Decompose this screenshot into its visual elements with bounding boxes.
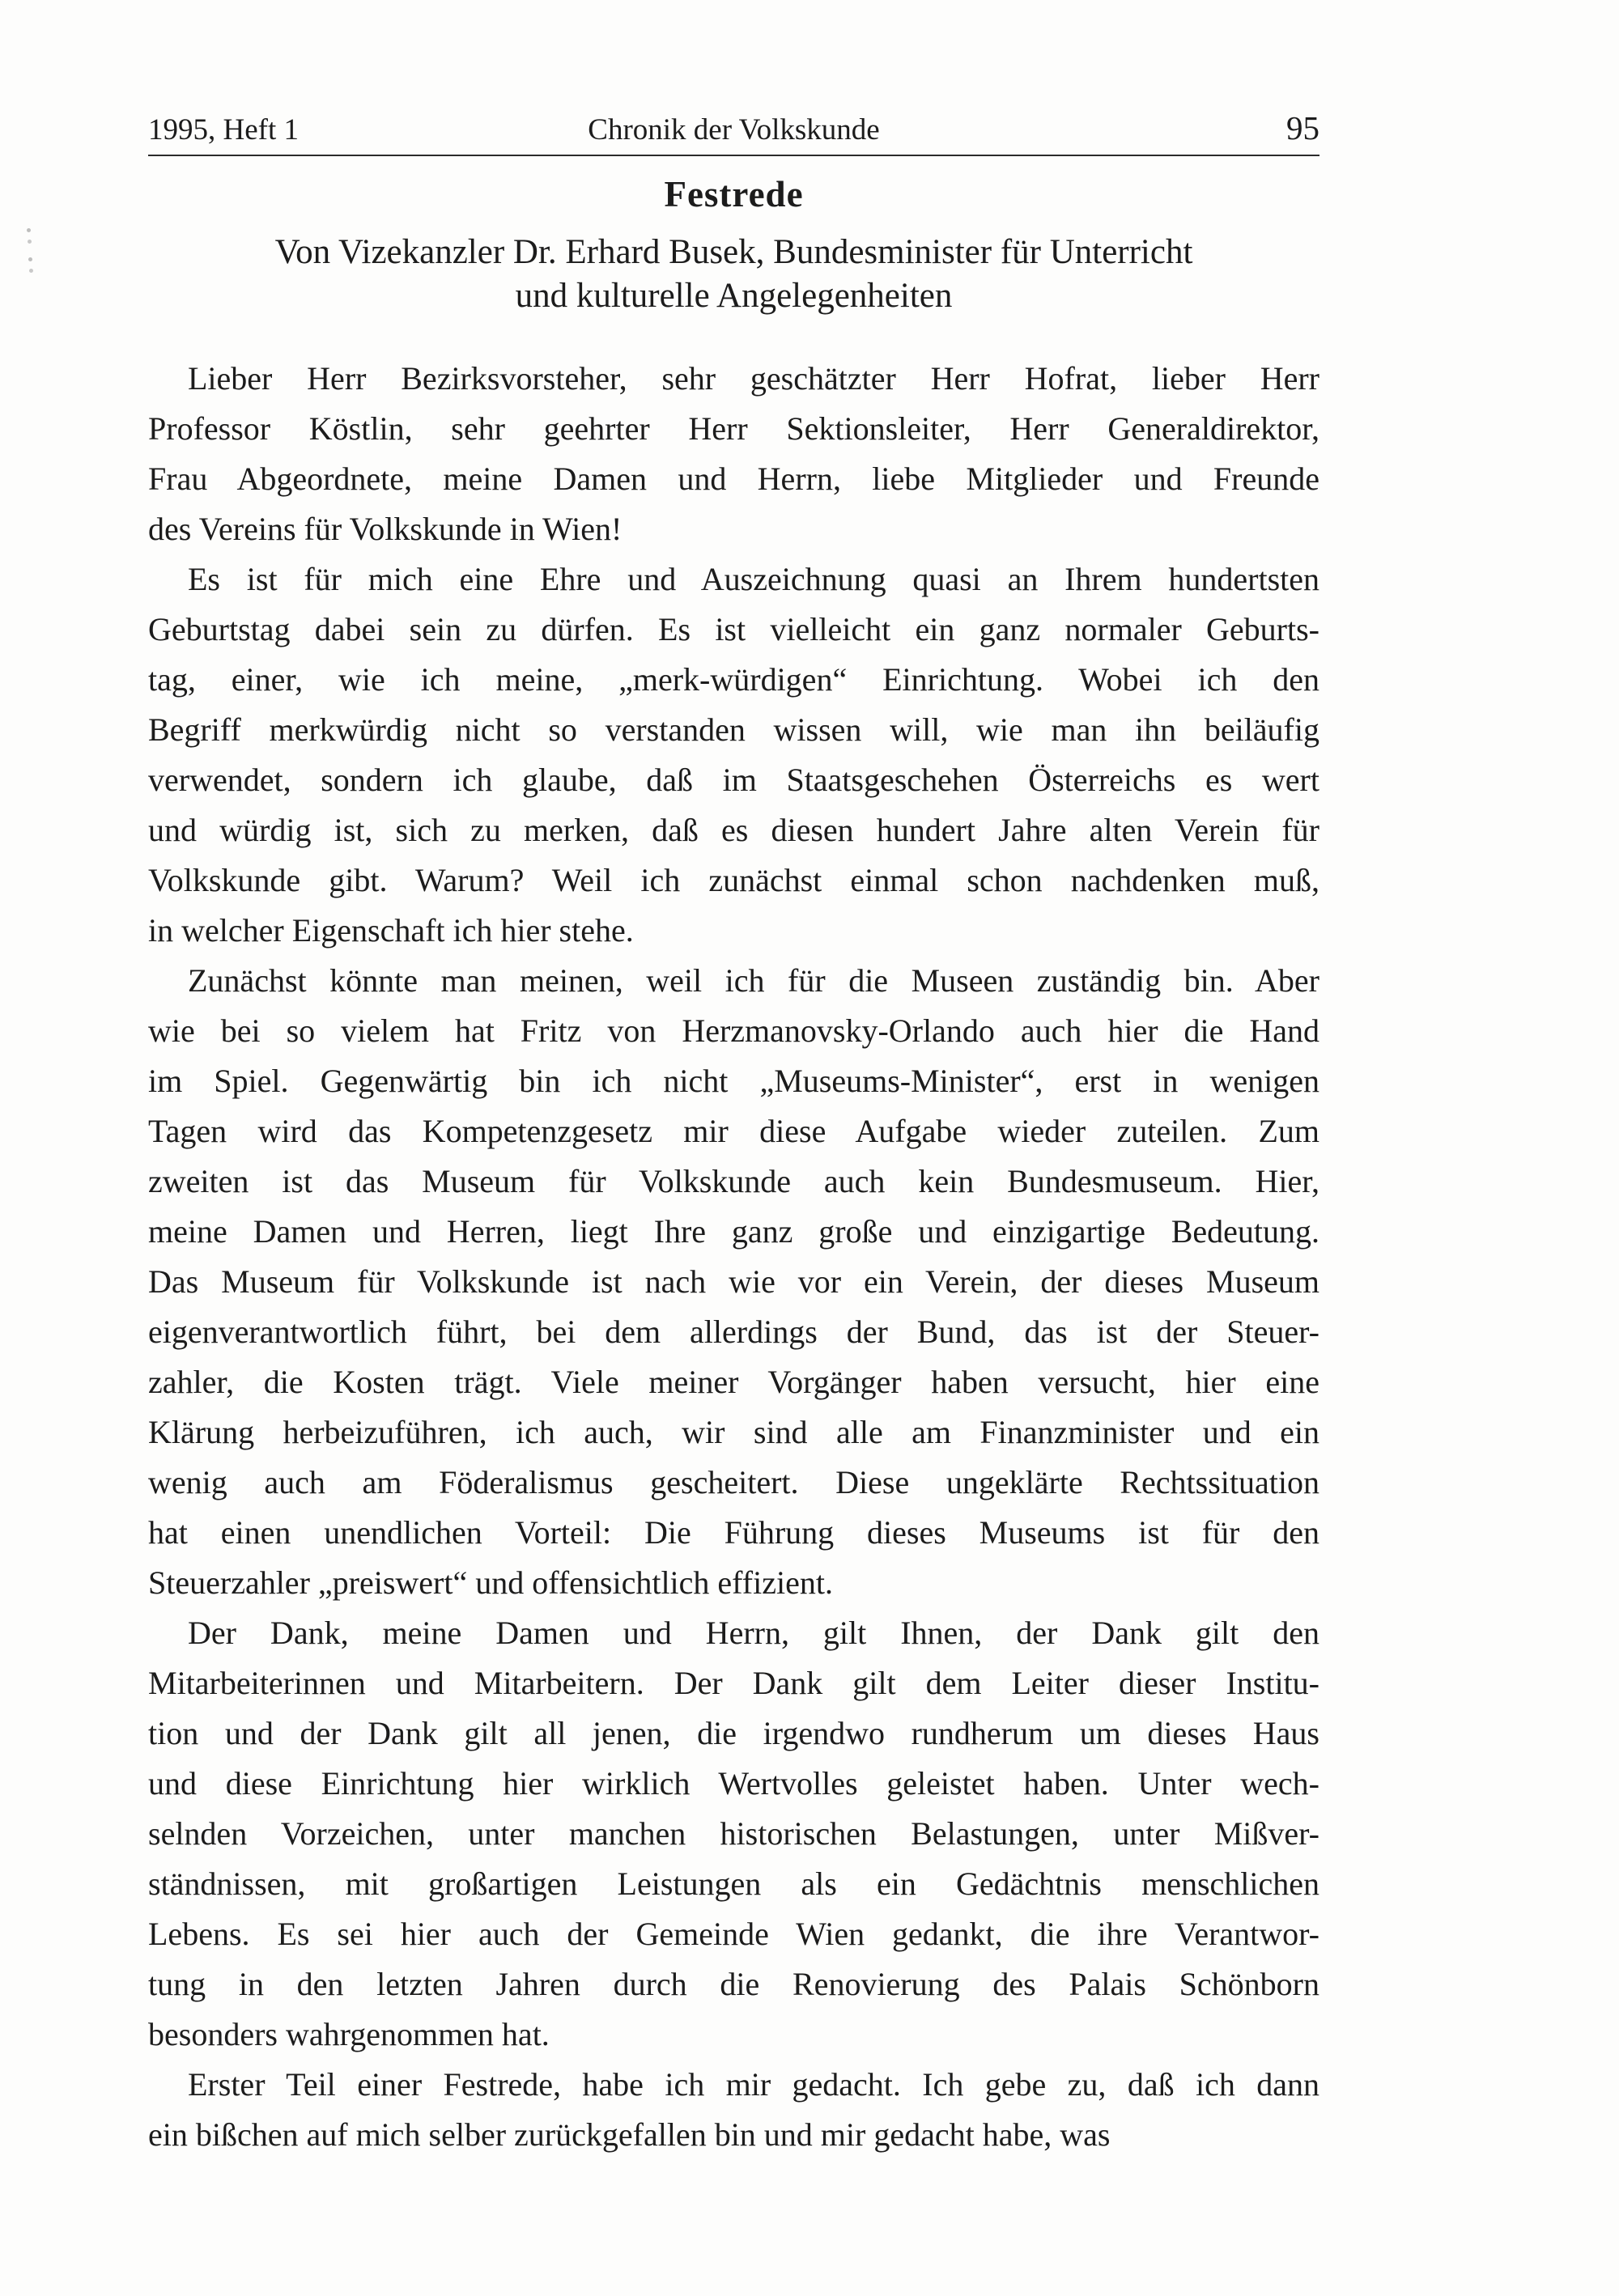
text-line: zweiten ist das Museum für Volkskunde auch kein Bundesmuseum. Hier,: [148, 1163, 1319, 1199]
text-line: Lieber Herr Bezirksvorsteher, sehr geschätzter Herr Hofrat, lieber Herr: [188, 360, 1319, 397]
text-line: tung in den letzten Jahren durch die Renovierung des Palais Schönborn: [148, 1966, 1319, 2002]
paragraph: [148, 2060, 1319, 2160]
paragraph: [148, 354, 1319, 554]
running-header: [148, 110, 1319, 148]
text-line: zahler, die Kosten trägt. Viele meiner Vorgänger haben versucht, hier eine: [148, 1364, 1319, 1400]
text-line: Begriff merkwürdig nicht so verstanden wissen will, wie man ihn beiläufig: [148, 711, 1319, 748]
text-line: Frau Abgeordnete, meine Damen und Herrn, liebe Mitglieder und Freunde: [148, 460, 1319, 497]
paragraph: [148, 1608, 1319, 2060]
article-subtitle: [148, 231, 1319, 318]
scan-artifact: [27, 228, 31, 232]
text-line: Klärung herbeizuführen, ich auch, wir sind alle am Finanzminister und ein: [148, 1414, 1319, 1450]
text-line: Erster Teil einer Festrede, habe ich mir gedacht. Ich gebe zu, daß ich dann: [188, 2066, 1319, 2103]
text-line: Das Museum für Volkskunde ist nach wie vor ein Verein, der dieses Museum: [148, 1263, 1319, 1300]
text-line: eigenverantwortlich führt, bei dem allerdings der Bund, das ist der Steuer-: [148, 1314, 1319, 1350]
text-line: meine Damen und Herren, liegt Ihre ganz große und einzigartige Bedeutung.: [148, 1213, 1319, 1250]
text-line: wenig auch am Föderalismus gescheitert. Diese ungeklärte Rechtssituation: [148, 1464, 1319, 1500]
text-line: und würdig ist, sich zu merken, daß es diesen hundert Jahre alten Verein für: [148, 812, 1319, 848]
text-line: und diese Einrichtung hier wirklich Wertvolles geleistet haben. Unter wech-: [148, 1765, 1319, 1802]
text-line: Lebens. Es sei hier auch der Gemeinde Wien gedankt, die ihre Verantwor-: [148, 1916, 1319, 1952]
text-line: des Vereins für Volkskunde in Wien!: [148, 511, 623, 547]
text-line: tion und der Dank gilt all jenen, die irgendwo rundherum um dieses Haus: [148, 1715, 1319, 1751]
text-line: Volkskunde gibt. Warum? Weil ich zunächst einmal schon nachdenken muß,: [148, 862, 1319, 898]
text-line: wie bei so vielem hat Fritz von Herzmanovsky-Orlando auch hier die Hand: [148, 1012, 1319, 1049]
scan-artifact: [28, 257, 32, 261]
text-line: verwendet, sondern ich glaube, daß im Staatsgeschehen Österreichs es wert: [148, 762, 1319, 798]
text-line: besonders wahrgenommen hat.: [148, 2016, 550, 2052]
text-line: Professor Köstlin, sehr geehrter Herr Sektionsleiter, Herr Generaldirektor,: [148, 410, 1319, 447]
text-line: selnden Vorzeichen, unter manchen historischen Belastungen, unter Mißver-: [148, 1815, 1319, 1852]
text-line: Zunächst könnte man meinen, weil ich für die Museen zuständig bin. Aber: [188, 962, 1319, 999]
text-line: in welcher Eigenschaft ich hier stehe.: [148, 912, 634, 949]
text-line: ein bißchen auf mich selber zurückgefallen bin und mir gedacht habe, was: [148, 2116, 1111, 2153]
text-line: Tagen wird das Kompetenzgesetz mir diese Aufgabe wieder zuteilen. Zum: [148, 1113, 1319, 1149]
text-line: Es ist für mich eine Ehre und Auszeichnung quasi an Ihrem hundertsten: [188, 561, 1319, 597]
text-line: Steuerzahler „preiswert“ und offensichtlich effizient.: [148, 1564, 833, 1601]
paragraph: [148, 554, 1319, 956]
text-line: Mitarbeiterinnen und Mitarbeitern. Der Dank gilt dem Leiter dieser Institu-: [148, 1665, 1319, 1701]
text-line: im Spiel. Gegenwärtig bin ich nicht „Museums-Minister“, erst in wenigen: [148, 1063, 1319, 1099]
text-line: ständnissen, mit großartigen Leistungen als ein Gedächtnis menschlichen: [148, 1865, 1319, 1902]
header-year-issue: 1995, Heft 1: [148, 113, 299, 146]
page-content: [148, 110, 1319, 2160]
header-rule: [148, 155, 1319, 156]
article-title: Festrede: [664, 174, 804, 214]
subtitle-line: Von Vizekanzler Dr. Erhard Busek, Bundesminister für Unterricht: [274, 233, 1193, 271]
text-line: Geburtstag dabei sein zu dürfen. Es ist vielleicht ein ganz normaler Geburts-: [148, 611, 1319, 647]
text-line: Der Dank, meine Damen und Herrn, gilt Ihnen, der Dank gilt den: [188, 1615, 1319, 1651]
text-line: hat einen unendlichen Vorteil: Die Führung dieses Museums ist für den: [148, 1514, 1319, 1551]
paragraph: [148, 956, 1319, 1608]
document-body: [148, 354, 1319, 2160]
header-journal-title: Chronik der Volkskunde: [588, 113, 880, 146]
text-line: tag, einer, wie ich meine, „merk-würdigen“ Einrichtung. Wobei ich den: [148, 661, 1319, 698]
subtitle-line: und kulturelle Angelegenheiten: [515, 277, 953, 315]
page-number: 95: [1286, 109, 1319, 146]
